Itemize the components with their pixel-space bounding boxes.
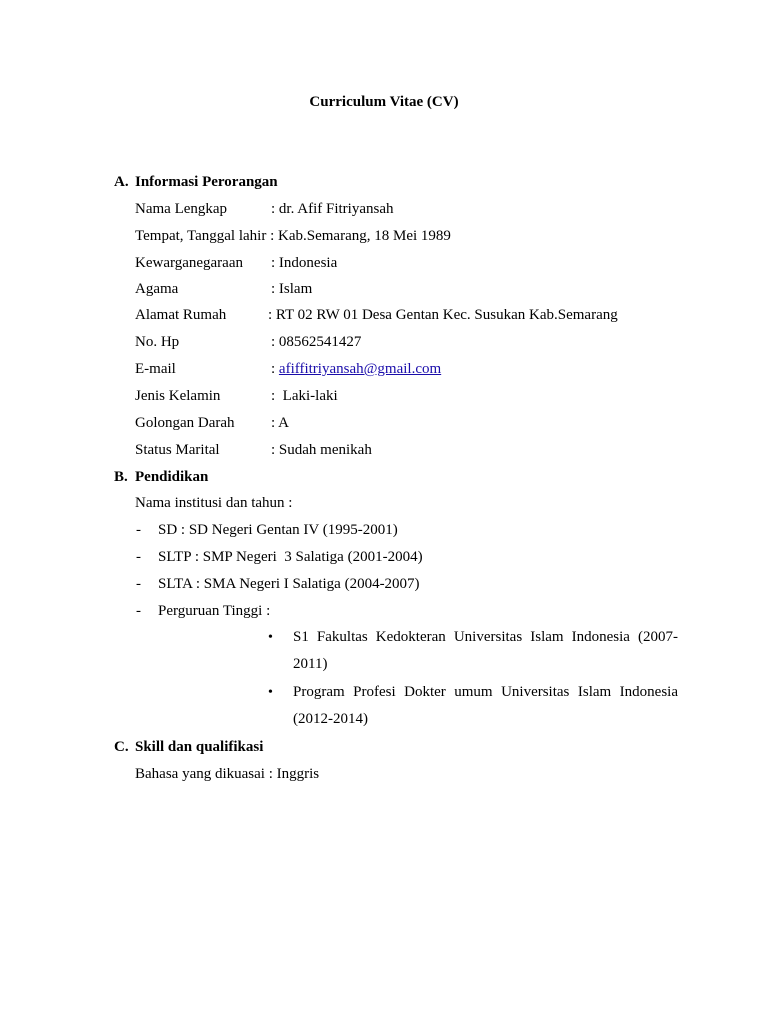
dash-marker: -: [136, 522, 141, 538]
list-item-text: Perguruan Tinggi :: [158, 603, 271, 619]
list-item-text: SD : SD Negeri Gentan IV (1995-2001): [158, 522, 398, 538]
bullet-text: Program Profesi Dokter umum Universitas Islam Indonesia (2012-2014): [293, 684, 678, 727]
field-value: : Laki-laki: [271, 388, 338, 404]
dash-marker: -: [136, 603, 141, 619]
list-item: [136, 547, 423, 567]
field-no-hp: [135, 332, 361, 352]
skills-language-line: Bahasa yang dikuasai : Inggris: [135, 766, 320, 782]
section-b-heading: [114, 467, 208, 487]
field-status-marital: [135, 440, 372, 460]
field-email: [135, 359, 441, 379]
list-item: [136, 520, 398, 540]
field-value: : Islam: [271, 281, 313, 297]
field-value: : Sudah menikah: [271, 442, 372, 458]
bullet-item: [268, 679, 678, 733]
field-value: : Kab.Semarang, 18 Mei 1989: [270, 228, 451, 244]
field-value: : dr. Afif Fitriyansah: [271, 201, 394, 217]
bullet-text: S1 Fakultas Kedokteran Universitas Islam Indonesia (2007-2011): [293, 629, 678, 672]
field-golongan-darah: [135, 413, 289, 433]
field-value: : A: [271, 415, 289, 431]
section-c-heading: [114, 737, 263, 757]
bullet-marker: •: [268, 685, 273, 700]
field-label: Golongan Darah: [135, 415, 235, 431]
list-item: [136, 574, 420, 594]
section-a-letter: A.: [114, 174, 129, 190]
field-label: No. Hp: [135, 334, 180, 350]
dash-marker: -: [136, 576, 141, 592]
section-b-title: Pendidikan: [135, 469, 209, 485]
field-jenis-kelamin: [135, 386, 338, 406]
list-item-text: SLTP : SMP Negeri 3 Salatiga (2001-2004): [158, 549, 423, 565]
section-c-letter: C.: [114, 739, 129, 755]
field-value-prefix: :: [271, 361, 279, 377]
email-link[interactable]: afiffitriyansah@gmail.com: [278, 361, 442, 377]
field-label: Alamat Rumah: [135, 307, 227, 323]
field-label: Status Marital: [135, 442, 220, 458]
field-tempat-tanggal-lahir: [135, 226, 451, 246]
bullet-marker: •: [268, 630, 273, 645]
field-value: : 08562541427: [271, 334, 362, 350]
section-b-letter: B.: [114, 469, 128, 485]
field-agama: [135, 279, 312, 299]
bullet-item: [268, 624, 678, 678]
field-label: Kewarganegaraan: [135, 255, 243, 271]
dash-marker: -: [136, 549, 141, 565]
education-intro: Nama institusi dan tahun :: [135, 495, 293, 511]
list-item: [136, 601, 270, 621]
section-c-title: Skill dan qualifikasi: [135, 739, 264, 755]
field-nama-lengkap: [135, 199, 394, 219]
page-title: Curriculum Vitae (CV): [309, 94, 459, 110]
field-kewarganegaraan: [135, 253, 337, 273]
field-label: Nama Lengkap: [135, 201, 228, 217]
section-a-heading: [114, 172, 278, 192]
field-value: : RT 02 RW 01 Desa Gentan Kec. Susukan Kab.Semarang: [268, 307, 618, 323]
field-label: Agama: [135, 281, 179, 297]
field-alamat-rumah: [135, 305, 618, 325]
field-value: : Indonesia: [271, 255, 338, 271]
list-item-text: SLTA : SMA Negeri I Salatiga (2004-2007): [158, 576, 420, 592]
field-label: Tempat, Tanggal lahir: [135, 228, 267, 244]
section-a-title: Informasi Perorangan: [135, 174, 278, 190]
field-label: E-mail: [135, 361, 176, 377]
field-label: Jenis Kelamin: [135, 388, 221, 404]
